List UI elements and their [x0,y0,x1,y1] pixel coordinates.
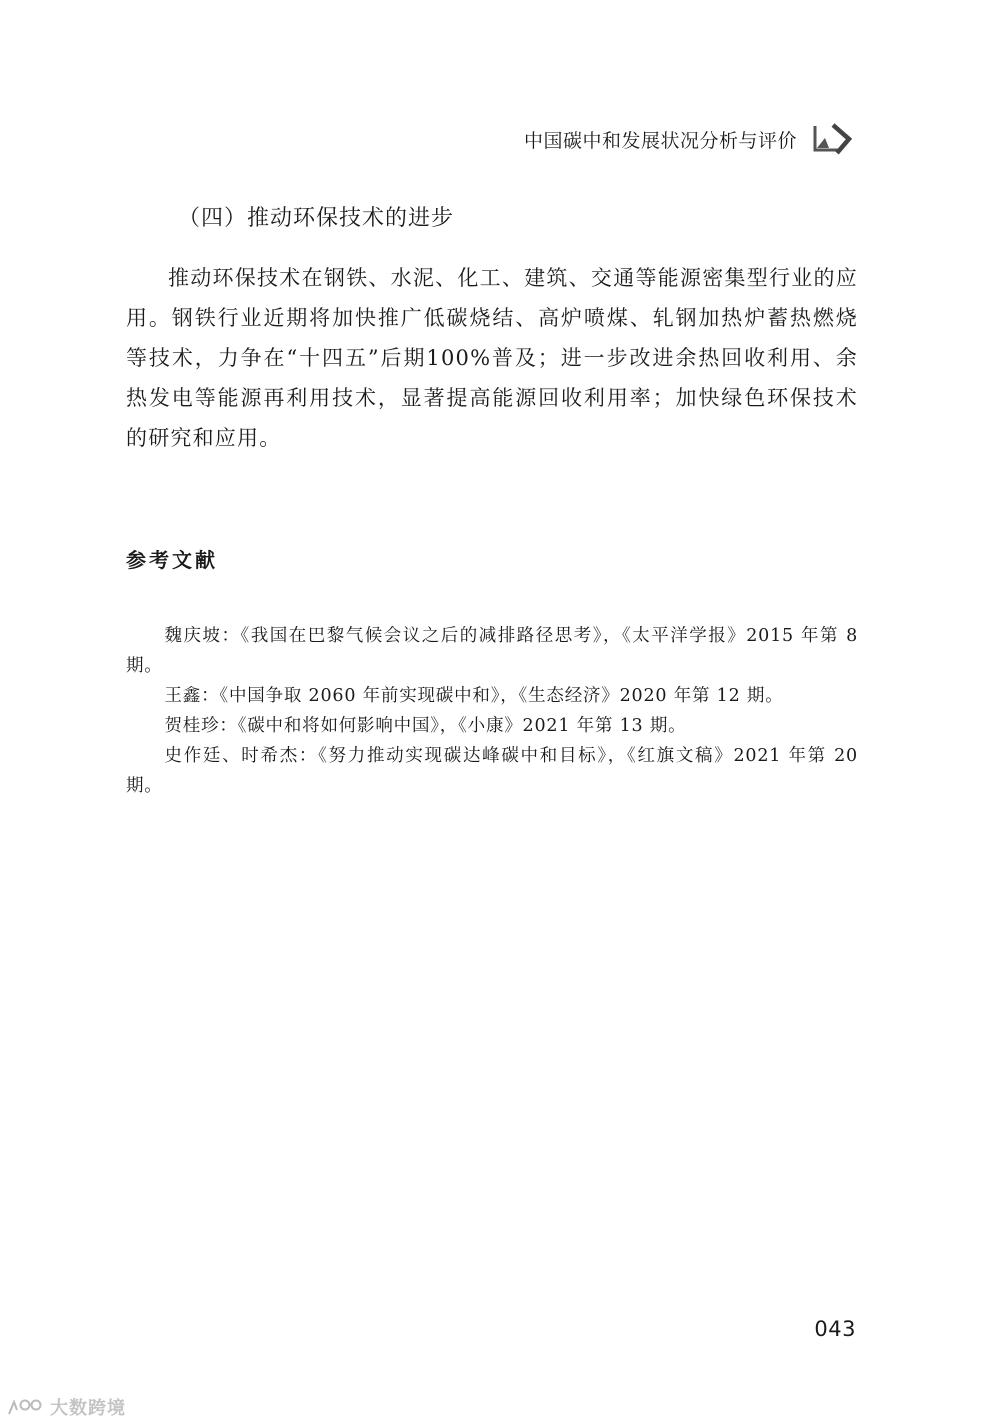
references-list [126,621,858,801]
chevron-arrow-icon [811,122,853,156]
references-heading: 参考文献 [126,548,218,572]
reference-item: 史作廷、时希杰：《努力推动实现碳达峰碳中和目标》，《红旗文稿》2021 年第 20 期。 [126,746,858,796]
section-heading: （四）推动环保技术的进步 [178,206,455,231]
reference-item: 贺桂珍：《碳中和将如何影响中国》，《小康》2021 年第 13 期。 [164,716,687,736]
reference-item: 魏庆坡：《我国在巴黎气候会议之后的减排路径思考》，《太平洋学报》2015 年第 8 期。 [126,626,858,676]
watermark [6,1394,126,1420]
brand-logo-icon [6,1396,46,1418]
running-header [524,122,853,156]
watermark-text: 大数跨境 [50,1398,126,1419]
page-number: 043 [814,1317,856,1341]
running-title: 中国碳中和发展状况分析与评价 [523,129,797,152]
section-paragraph: 推动环保技术在钢铁、水泥、化工、建筑、交通等能源密集型行业的应用。钢铁行业近期将加快推广低碳烧结、高炉喷煤、轧钢加热炉蓄热燃烧等技术，力争在“十四五”后期100%普及；进一步改进余热回收利用、余热发电等能源再利用技术，显著提高能源回收利用率；加快绿色环保技术的研究和应用。 [126,266,858,450]
reference-item: 王鑫：《中国争取 2060 年前实现碳中和》，《生态经济》2020 年第 12 期。 [164,686,784,706]
